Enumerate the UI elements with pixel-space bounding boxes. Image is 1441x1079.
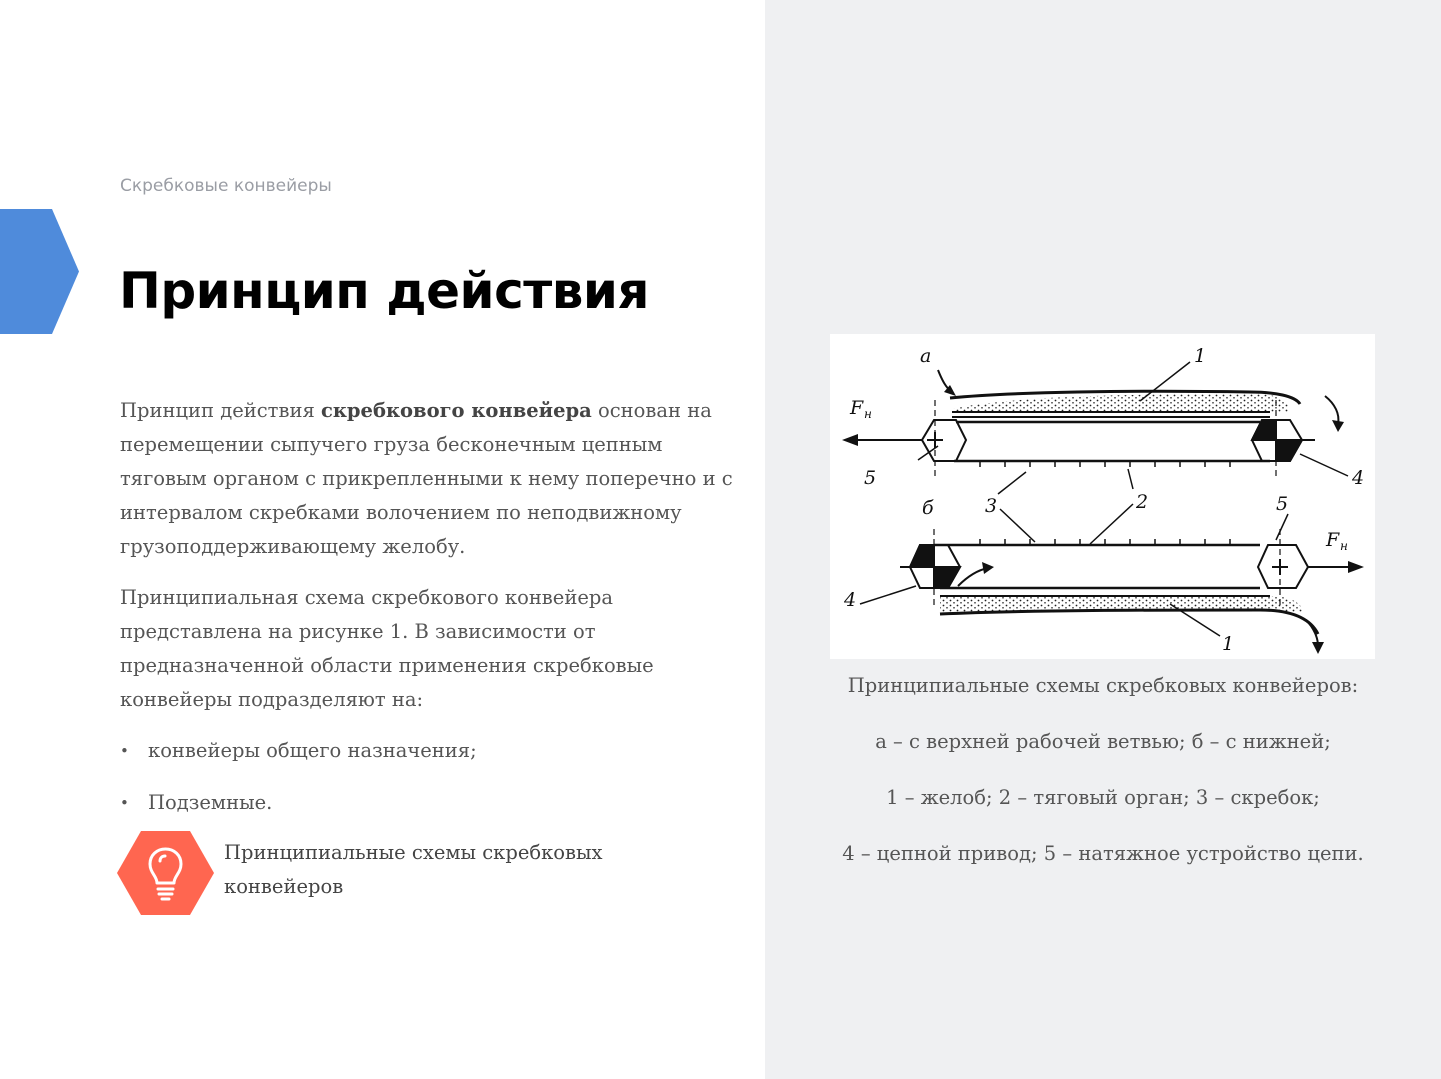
- list-item-text: конвейеры общего назначения;: [148, 739, 477, 762]
- label-5-bottom: 5: [1276, 493, 1289, 515]
- label-force-left-sub: н: [864, 407, 872, 421]
- list-item: [120, 734, 477, 786]
- scheme-paragraph: Принципиальная схема скребкового конвейера представлена на рисунке 1. В зависимости от предназначенной области применения скребковые конвейеры подразделяют на:: [120, 586, 654, 711]
- page-title: Принцип действия: [119, 262, 649, 320]
- label-4-bottom: 4: [844, 589, 857, 611]
- lightbulb-icon: [117, 831, 214, 915]
- types-list: [120, 734, 477, 838]
- caption-line-4: 4 – цепной привод; 5 – натяжное устройство цепи.: [842, 842, 1364, 865]
- label-force-right: F: [1326, 529, 1340, 551]
- list-item-text: Подземные.: [148, 791, 273, 814]
- label-2: 2: [1136, 491, 1149, 513]
- accent-chevron: [0, 209, 79, 334]
- label-b: б: [922, 497, 934, 519]
- intro-bold-term: скребкового конвейера: [320, 399, 592, 422]
- intro-paragraph: [120, 394, 745, 564]
- breadcrumb: Скребковые конвейеры: [120, 176, 332, 196]
- label-5-top: 5: [864, 467, 877, 489]
- label-force-left: F: [850, 397, 864, 419]
- bullet-marker: •: [120, 794, 129, 812]
- label-force-right-sub: н: [1340, 539, 1348, 553]
- label-1-bottom: 1: [1222, 633, 1235, 655]
- diagram-a: [842, 362, 1348, 480]
- bullet-marker: •: [120, 742, 129, 760]
- caption-line-3: 1 – желоб; 2 – тяговый орган; 3 – скребок;: [886, 786, 1320, 809]
- callout-text: Принципиальные схемы скребковых конвейеров: [224, 841, 603, 898]
- caption-line-2: а – с верхней рабочей ветвью; б – с нижней;: [875, 730, 1331, 753]
- conveyor-diagram: [830, 334, 1375, 659]
- caption-line-1: Принципиальные схемы скребковых конвейеров:: [847, 674, 1359, 697]
- diagram-b: [860, 514, 1364, 654]
- label-3: 3: [985, 495, 998, 517]
- intro-text-end: основан на перемещении сыпучего груза бесконечным цепным тяговым органом с прикрепленными к нему поперечно и с интервалом скребками волочением по неподвижному грузоподдерживающему желобу.: [120, 399, 733, 558]
- label-4-top: 4: [1352, 467, 1365, 489]
- label-1-top: 1: [1194, 345, 1207, 367]
- intro-text-start: Принцип действия: [120, 399, 321, 422]
- label-a: а: [920, 345, 932, 367]
